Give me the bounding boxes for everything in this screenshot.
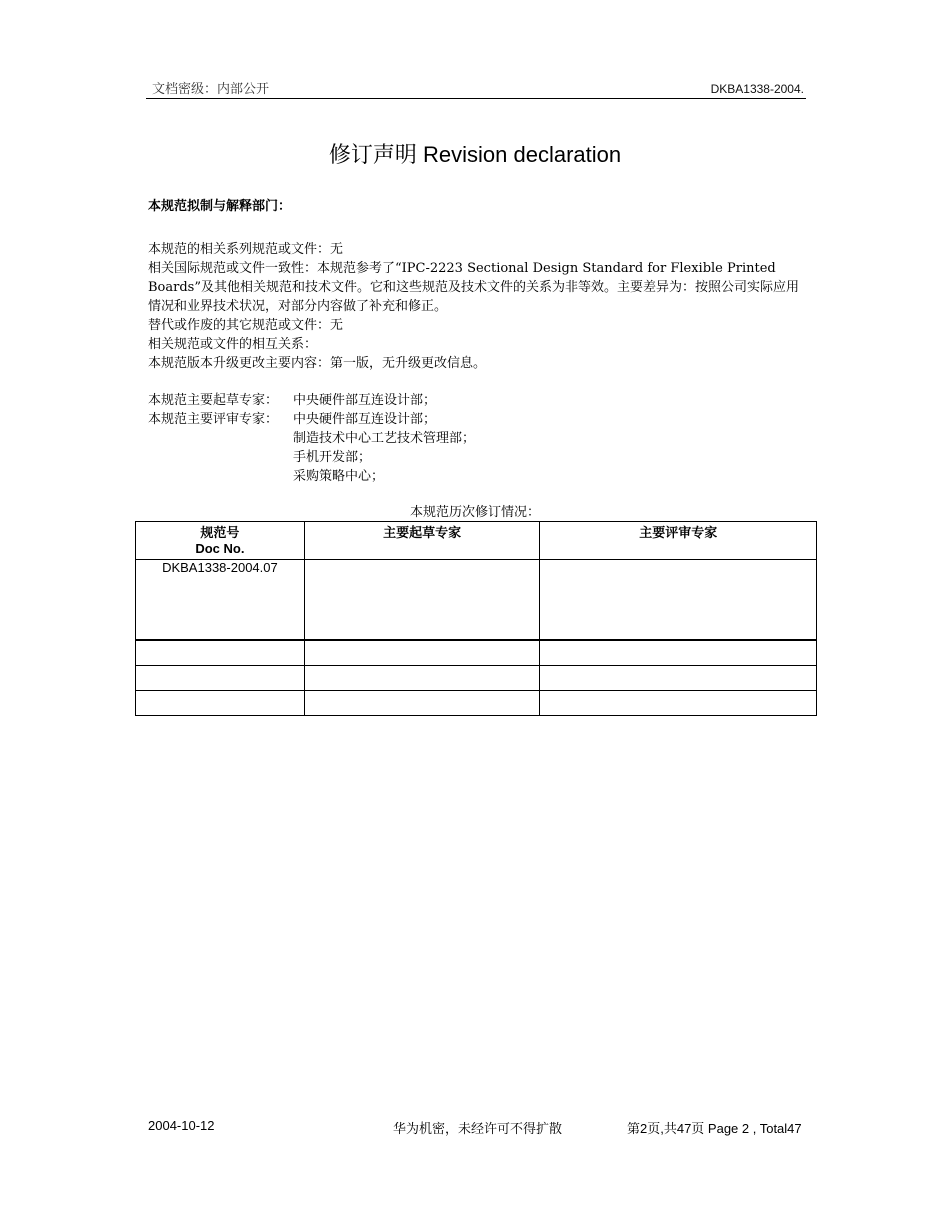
- experts-section: [148, 391, 475, 486]
- table-row: [136, 640, 817, 666]
- table-caption: 本规范历次修订情况：: [409, 505, 540, 520]
- reviewer-value: 采购策略中心；: [293, 469, 385, 484]
- info-line: 本规范的相关系列规范或文件：无: [148, 242, 344, 257]
- cell-drafter: [304, 640, 540, 666]
- cell-doc-no: [136, 666, 305, 691]
- drafter-label: 本规范主要起草专家：: [148, 393, 279, 408]
- cell-reviewer: [540, 691, 817, 716]
- reviewer-value: 制造技术中心工艺技术管理部；: [293, 431, 476, 446]
- header-divider: [146, 98, 806, 99]
- table-row: [136, 666, 817, 691]
- table-row: [136, 691, 817, 716]
- cell-reviewer: [540, 666, 817, 691]
- cell-doc-no: [136, 640, 305, 666]
- cell-reviewer: [540, 640, 817, 666]
- header-doc-no-en: Doc No.: [195, 541, 245, 556]
- cell-drafter: [304, 691, 540, 716]
- info-line: 替代或作废的其它规范或文件：无: [148, 318, 344, 333]
- cell-doc-no: [136, 691, 305, 716]
- header-drafter: 主要起草专家: [304, 522, 540, 560]
- department-label: 本规范拟制与解释部门：: [148, 199, 292, 214]
- footer-confidential: 华为机密，未经许可不得扩散: [393, 1122, 563, 1137]
- reviewer-label: 本规范主要评审专家：: [148, 412, 279, 427]
- reviewer-value: 手机开发部；: [293, 450, 372, 465]
- cell-reviewer: [540, 560, 817, 641]
- reviewer-value: 中央硬件部互连设计部；: [293, 412, 437, 427]
- header-reviewer: 主要评审专家: [540, 522, 817, 560]
- cell-doc-no: DKBA1338-2004.07: [136, 560, 305, 641]
- classification-label: 文档密级：内部公开: [152, 82, 270, 97]
- drafter-value: 中央硬件部互连设计部；: [293, 393, 437, 408]
- table-header-row: [136, 522, 817, 560]
- footer-date: 2004-10-12: [148, 1118, 215, 1133]
- cell-drafter: [304, 560, 540, 641]
- table-row: [136, 560, 817, 641]
- info-line: 相关规范或文件的相互关系：: [148, 337, 318, 352]
- info-line: 相关国际规范或文件一致性：本规范参考了“IPC-2223 Sectional Design Standard for Flexible Printed Boards”及其他相关规范和技术文件。它和这些规范及技术文件的关系为非等效。主要差异为：按照公司实际应用情况和业界技术状况，对部分内容做了补充和修正。: [148, 261, 799, 314]
- info-line: 本规范版本升级更改主要内容：第一版，无升级更改信息。: [148, 356, 487, 371]
- doc-id-header: DKBA1338-2004.: [710, 82, 804, 96]
- page-title: 修订声明 Revision declaration: [328, 142, 622, 167]
- header-doc-no-cn: 规范号: [200, 526, 240, 541]
- header-doc-no: [136, 522, 305, 560]
- revision-table: [135, 521, 817, 716]
- footer-page-info: 第2页,共47页 Page 2 , Total47: [627, 1121, 802, 1136]
- info-section: [148, 240, 808, 373]
- cell-drafter: [304, 666, 540, 691]
